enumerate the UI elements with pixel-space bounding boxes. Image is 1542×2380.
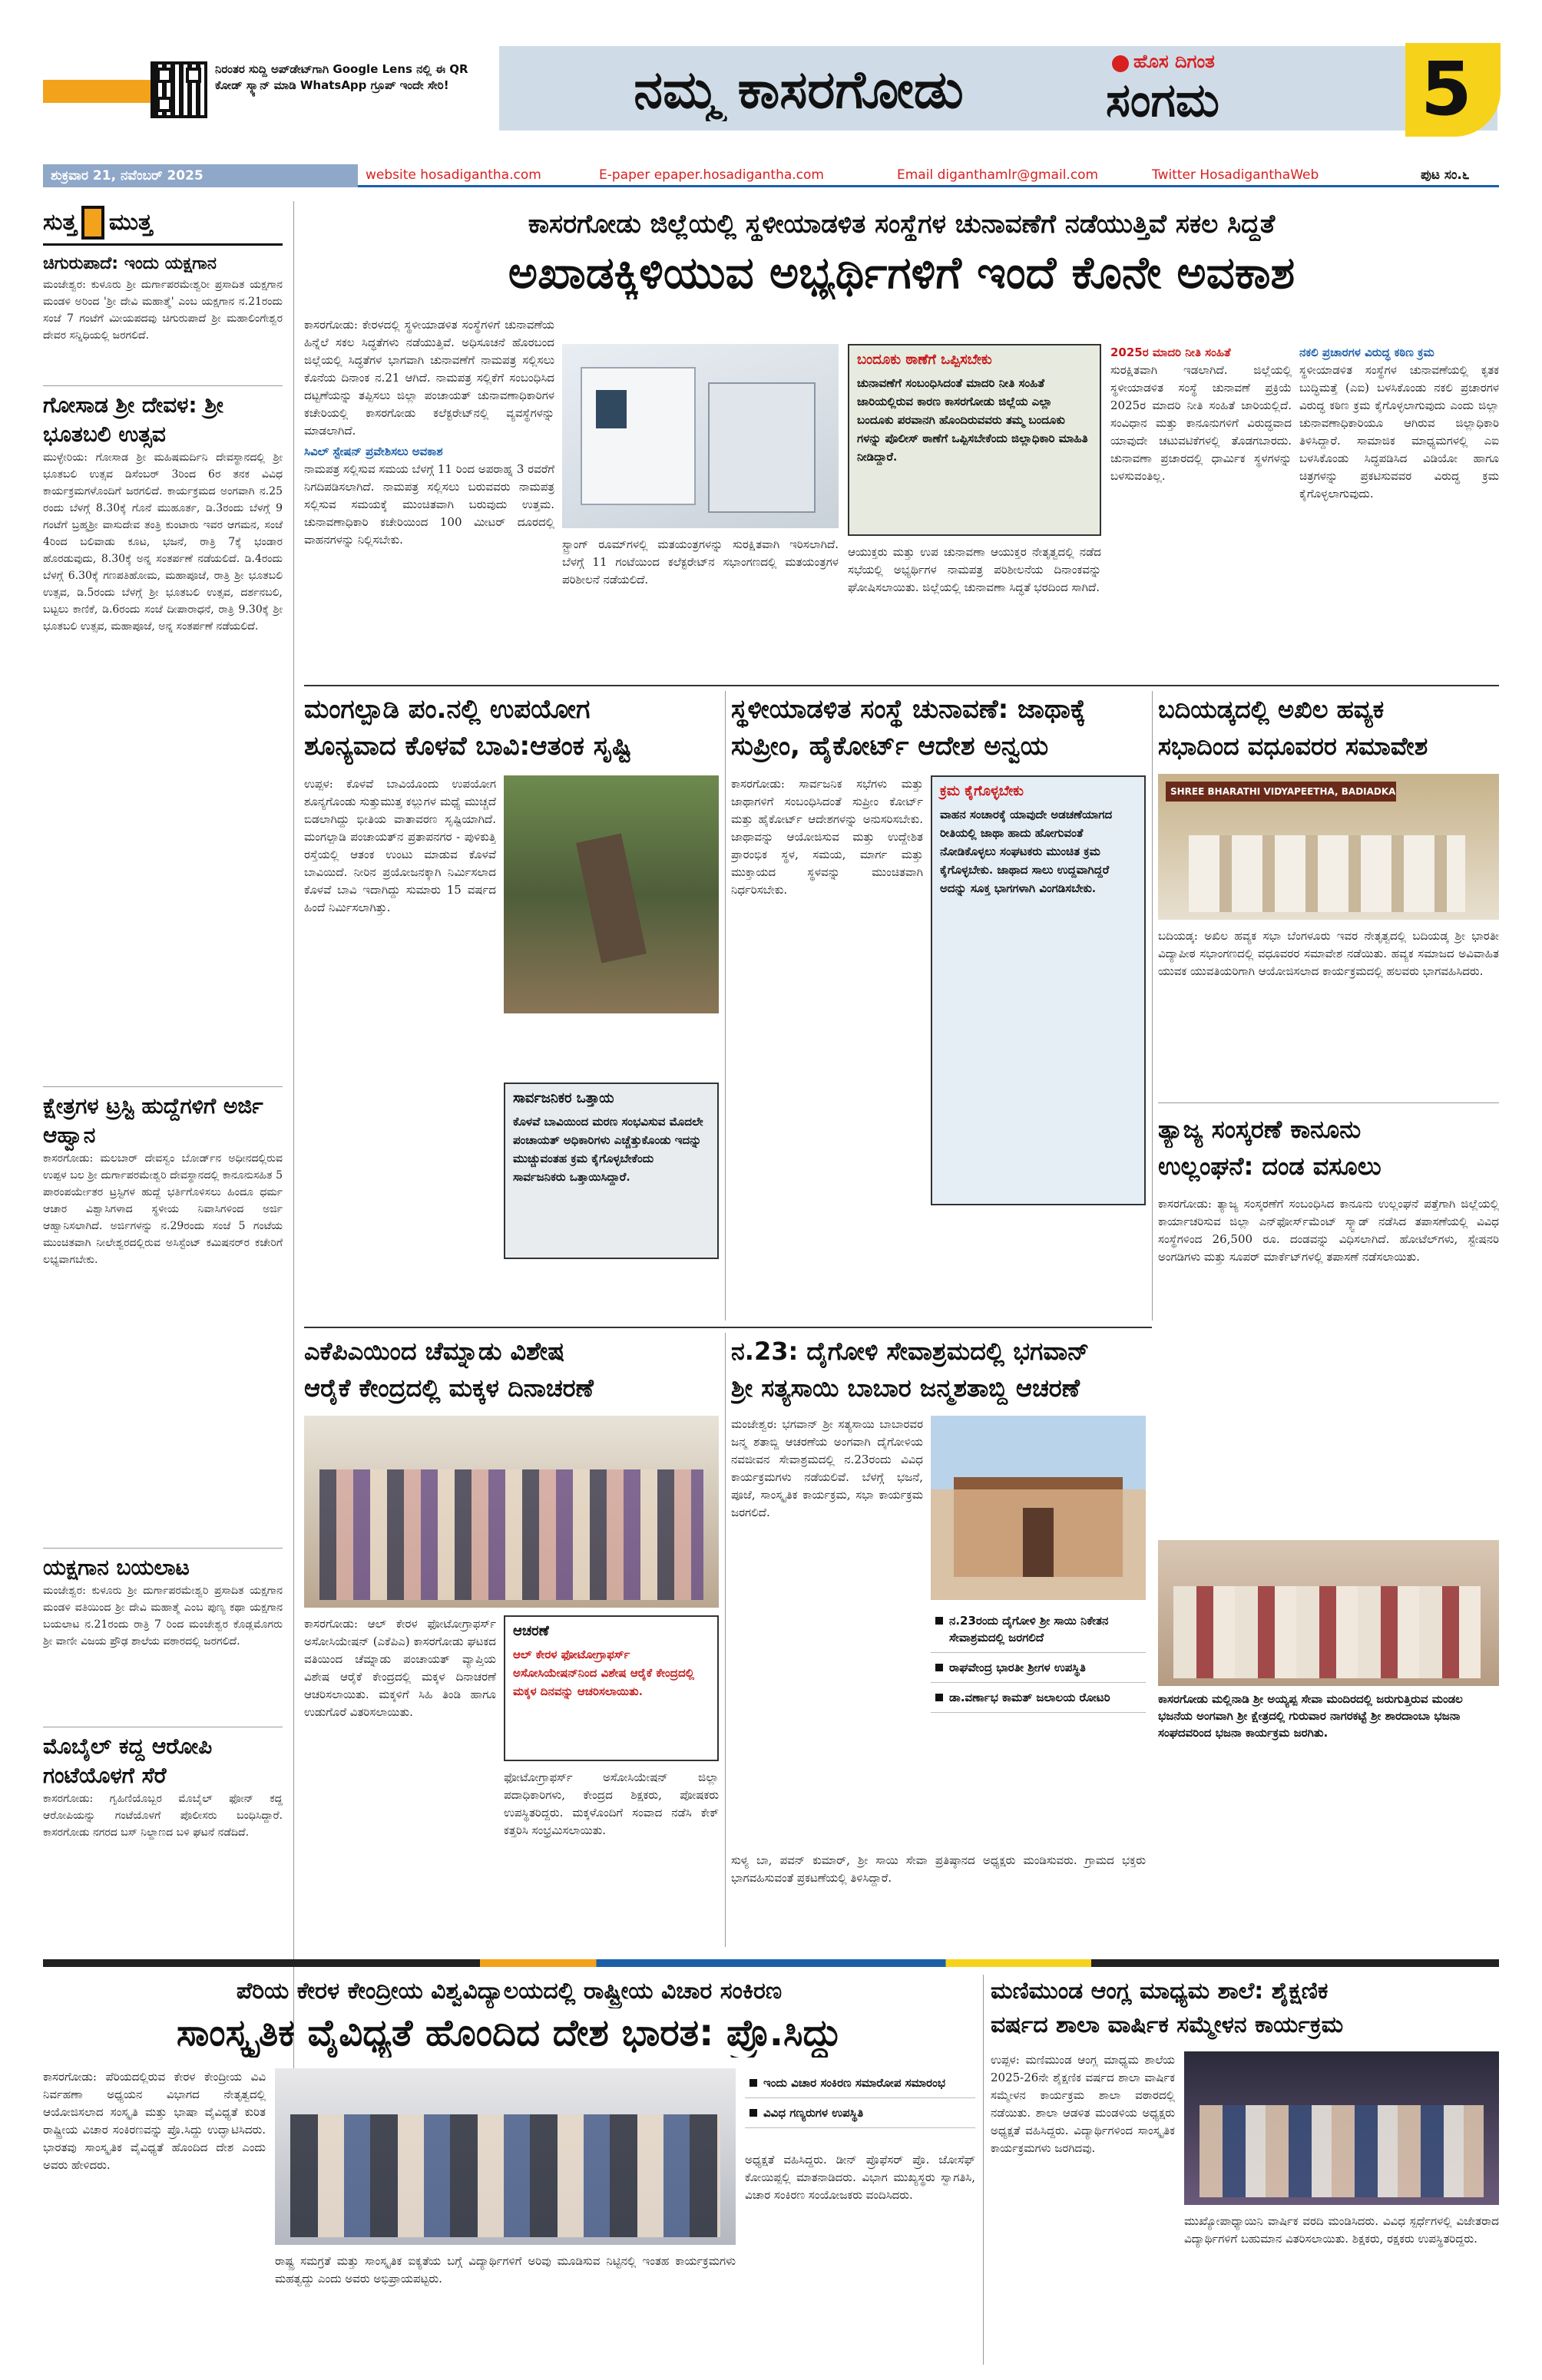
- row-divider-2: [304, 1327, 1152, 1328]
- section-title: ನಮ್ಮ ಕಾಸರಗೋಡು: [634, 60, 964, 121]
- story-procession-headline-2: ಸುಪ್ರೀಂ, ಹೈಕೋರ್ಟ್ ಆದೇಶ ಅನ್ವಯ: [731, 731, 1049, 762]
- story-waste-headline-2: ಉಲ್ಲಂಘನೆ: ದಂಡ ವಸೂಲು: [1158, 1152, 1382, 1181]
- seminar-bullet: ಇಂದು ವಿಚಾರ ಸಂಕಿರಣ ಸಮಾರೋಪ ಸಮಾರಂಭ: [745, 2068, 975, 2098]
- story-sai-baba-text: ಮಂಜೇಶ್ವರ: ಭಗವಾನ್ ಶ್ರೀ ಸತ್ಯಸಾಯಿ ಬಾಬಾರವರ ಜನ್ಮ ಶತಾಬ್ದಿ ಆಚರಣೆಯ ಅಂಗವಾಗಿ ದೈಗೋಳಿಯ ನವಜೀವನ ಸೇವಾಶ್ರಮದಲ್ಲಿ ನ.23ರಂದು ವಿವಿಧ ಕಾರ್ಯಕ್ರಮಗಳು ನಡೆಯಲಿವೆ. ಬೆಳಗ್ಗೆ ಭಜನೆ, ಪೂಜೆ, ಸಾಂಸ್ಕೃತಿಕ ಕಾರ್ಯಕ್ರಮ, ಸಭಾ ಕಾರ್ಯಕ್ರಮ ಜರಗಲಿದೆ.: [731, 1417, 923, 1519]
- story-childrens-day-box-body: ಆಲ್ ಕೇರಳ ಫೋಟೋಗ್ರಾಫರ್ಸ್ ಅಸೋಸಿಯೇಷನ್‌ನಿಂದ ವಿಶೇಷ ಆರೈಕೆ ಕೇಂದ್ರದಲ್ಲಿ ಮಕ್ಕಳ ದಿನವನ್ನು ಆಚರಿಸಲಾಯಿತು.: [513, 1648, 695, 1698]
- qr-caption: ನಿರಂತರ ಸುದ್ದಿ ಅಪ್‌ಡೇಟ್‌ಗಾಗಿ Google Lens ನಲ್ಲಿ ಈ QR ಕೋಡ್ ಸ್ಕ್ಯಾನ್ ಮಾಡಿ WhatsApp ಗ್ರೂಪ್ ಇಂದೇ ಸೇರಿ!: [215, 62, 468, 92]
- twitter-link[interactable]: Twitter HosadiganthaWeb: [1152, 167, 1319, 183]
- sidebar-item: [43, 1086, 283, 1539]
- sai-baba-bullet: ಡಾ.ವರ್ಣಾಭ ಕಾಮತ್ ಜಲಾಲಯ ರೋಟರಿ: [931, 1683, 1146, 1713]
- sai-baba-bullet: ನ.23ರಂದು ದೈಗೋಳಿ ಶ್ರೀ ಸಾಯಿ ನಿಕೇತನ ಸೇವಾಶ್ರಮದಲ್ಲಿ ಜರಗಲಿದೆ: [931, 1606, 1146, 1653]
- top-story-col1-text: ಕಾಸರಗೋಡು: ಕೇರಳದಲ್ಲಿ ಸ್ಥಳೀಯಾಡಳಿತ ಸಂಸ್ಥೆಗಳಿಗೆ ಚುನಾವಣೆಯ ಹಿನ್ನೆಲೆ ಸಕಲ ಸಿದ್ಧತೆಗಳು ನಡೆಯುತ್ತಿವೆ. ಅಧಿಸೂಚನೆ ಹೊರಬಂದ ಜಿಲ್ಲೆಯಲ್ಲಿ ಸಿದ್ಧತೆಗಳ ಭಾಗವಾಗಿ ಚುನಾವಣೆಗೆ ನಾಮಪತ್ರ ಸಲ್ಲಿಸಲು ಕೊನೆಯ ದಿನಾಂಕ ನ.21 ಆಗಿದೆ. ನಾಮಪತ್ರ ಸಲ್ಲಿಕೆಗೆ ಸಂಬಂಧಿಸಿದ ದಟ್ಟಣೆಯನ್ನು ತಪ್ಪಿಸಲು ಜಿಲ್ಲಾ ಪಂಚಾಯತ್ ಚುನಾವಣಾಧಿಕಾರಿಗಳ ಕಚೇರಿಯಲ್ಲಿ ಕಾಸರಗೋಡು ಕಲೆಕ್ಟರೇಟ್‌ನಲ್ಲಿ ವ್ಯವಸ್ಥೆಗಳನ್ನು ಮಾಡಲಾಗಿದೆ.: [304, 318, 554, 438]
- row2-divider-2: [1152, 691, 1153, 1321]
- story-sai-baba: [731, 1333, 1499, 1947]
- story-childrens-day-box-title: ಆಚರಣೆ: [513, 1623, 549, 1639]
- story-school-headline-2: ವರ್ಷದ ಶಾಲಾ ವಾರ್ಷಿಕ ಸಮ್ಮೇಳನ ಕಾರ್ಯಕ್ರಮ: [991, 2011, 1344, 2038]
- bhajan-photo: [1158, 1540, 1499, 1686]
- sai-baba-bullet: ರಾಘವೇಂದ್ರ ಭಾರತೀ ಶ್ರೀಗಳ ಉಪಸ್ಥಿತಿ: [931, 1653, 1146, 1683]
- sidebar-item: [43, 252, 283, 378]
- sidebar-item: [43, 1727, 283, 1944]
- top-story-col3: [1110, 344, 1292, 669]
- story-seminar-text-c: ಅಧ್ಯಕ್ಷತೆ ವಹಿಸಿದ್ದರು. ಡೀನ್ ಪ್ರೊಫೆಸರ್ ಪ್ರೊ. ಜೋಸೆಫ್ ಕೋಯಿಪ್ಪಲ್ಲಿ ಮಾತನಾಡಿದರು. ವಿಭಾಗ ಮುಖ್ಯಸ್ಥರು ಸ್ವಾಗತಿಸಿ, ವಿಚಾರ ಸಂಕಿರಣ ಸಂಯೋಜಕರು ವಂದಿಸಿದರು.: [745, 2153, 975, 2202]
- sidebar-item-title: ಮೊಬೈಲ್ ಕದ್ದ ಆರೋಪಿ ಗಂಟೆಯೊಳಗೆ ಸೆರೆ: [43, 1734, 213, 1788]
- childrens-day-photo: [304, 1416, 719, 1608]
- brand-logo-icon: [1112, 55, 1129, 72]
- story-childrens-day-box: [504, 1615, 719, 1761]
- qr-code-icon[interactable]: [151, 61, 207, 118]
- sidebar-item-text: ಮಂಜೇಶ್ವರ: ಕುಳೂರು ಶ್ರೀ ದುರ್ಗಾಪರಮೇಶ್ವರಿ ಪ್ರಸಾದಿತ ಯಕ್ಷಗಾನ ಮಂಡಳಿ ವತಿಯಿಂದ ಶ್ರೀ ದೇವಿ ಮಹಾತ್ಮೆ ಎಂಬ ಪುಣ್ಯ ಕಥಾ ಯಕ್ಷಗಾನ ಬಯಲಾಟ ನ.21ರಂದು ರಾತ್ರಿ 7 ರಿಂದ ಮಂಜೇಶ್ವರ ಕೊಡ್ಲಮೊಗರು ಶ್ರೀ ವಾಣೀ ವಿಜಯ ಪ್ರೌಢ ಶಾಲೆಯ ವಠಾರದಲ್ಲಿ ಜರಗಲಿದೆ.: [43, 1585, 283, 1648]
- story-procession-box-body: ವಾಹನ ಸಂಚಾರಕ್ಕೆ ಯಾವುದೇ ಅಡಚಣೆಯಾಗದ ರೀತಿಯಲ್ಲಿ ಜಾಥಾ ಹಾದು ಹೋಗುವಂತೆ ನೋಡಿಕೊಳ್ಳಲು ಸಂಘಟಕರು ಮುಂಚಿತ ಕ್ರಮ ಕೈಗೊಳ್ಳಬೇಕು. ಜಾಥಾದ ಸಾಲು ಉದ್ದವಾಗಿದ್ದರೆ ಅದನ್ನು ಸೂಕ್ತ ಭಾಗಗಳಾಗಿ ವಿಂಗಡಿಸಬೇಕು.: [940, 808, 1113, 895]
- website-link[interactable]: website hosadigantha.com: [366, 167, 541, 183]
- borewell-photo: [504, 775, 719, 1013]
- brand-name: ಸಂಗಮ: [1106, 74, 1219, 127]
- story-seminar: [43, 1975, 975, 2365]
- story-seminar-headline: ಸಾಂಸ್ಕೃತಿಕ ವೈವಿಧ್ಯತೆ ಹೊಂದಿದ ದೇಶ ಭಾರತ: ಪ್ರೊ.ಸಿದ್ದು: [176, 2011, 842, 2054]
- sai-baba-bullets: [931, 1606, 1146, 1713]
- story-sai-baba-text-b: ಸುಳ್ಯ ಬಾ, ಪವನ್ ಕುಮಾರ್, ಶ್ರೀ ಸಾಯಿ ಸೇವಾ ಪ್ರತಿಷ್ಠಾನದ ಅಧ್ಯಕ್ಷರು ಮಂಡಿಸುವರು. ಗ್ರಾಮದ ಭಕ್ತರು ಭಾಗವಹಿಸುವಂತೆ ಪ್ರಕಟಣೆಯಲ್ಲಿ ತಿಳಿಸಿದ್ದಾರೆ.: [731, 1853, 1146, 1885]
- story-borewell-box-body: ಕೊಳವೆ ಬಾವಿಯಿಂದ ಮರಣ ಸಂಭವಿಸುವ ಮೊದಲೇ ಪಂಚಾಯತ್ ಅಧಿಕಾರಿಗಳು ಎಚ್ಚೆತ್ತುಕೊಂಡು ಇದನ್ನು ಮುಚ್ಚುವಂತಹ ಕ್ರಮ ಕೈಗೊಳ್ಳಬೇಕೆಂದು ಸಾರ್ವಜನಿಕರು ಒತ್ತಾಯಿಸಿದ್ದಾರೆ.: [513, 1115, 703, 1184]
- top-story-col4-subhead: ನಕಲಿ ಪ್ರಚಾರಗಳ ವಿರುದ್ಧ ಕಠಿಣ ಕ್ರಮ: [1299, 345, 1434, 359]
- ashram-photo: [931, 1416, 1146, 1600]
- sidebar-item: [43, 385, 283, 1077]
- seminar-photo: [275, 2068, 736, 2245]
- sidebar-item-title: ಗೋಸಾಡ ಶ್ರೀ ದೇವಳ: ಶ್ರೀ ಭೂತಬಲಿ ಉತ್ಸವ: [43, 392, 223, 447]
- sidebar-item-text: ಮಂಜೇಶ್ವರ: ಕುಳೂರು ಶ್ರೀ ದುರ್ಗಾಪರಮೇಶ್ವರೀ ಪ್ರಸಾದಿತ ಯಕ್ಷಗಾನ ಮಂಡಳಿ ಅರಿಂದ 'ಶ್ರೀ ದೇವಿ ಮಹಾತ್ಮೆ' ಎಂಬ ಯಕ್ಷಗಾನ ನ.21ರಂದು ಸಂಜೆ 7 ಗಂಟೆಗೆ ಮೀಯಪದವು ಚಿಗುರುಪಾದೆ ಶ್ರೀ ಮಹಾಲಿಂಗೇಶ್ವರ ದೇವರ ಸನ್ನಿಧಿಯಲ್ಲಿ ಜರಗಲಿದೆ.: [43, 279, 283, 342]
- page-number: 5: [1421, 51, 1472, 127]
- story-sai-baba-headline-2: ಶ್ರೀ ಸತ್ಯಸಾಯಿ ಬಾಬಾರ ಜನ್ಮಶತಾಬ್ದಿ ಆಚರಣೆ: [731, 1373, 1080, 1403]
- orange-bar-left: [43, 80, 151, 103]
- story-borewell-headline-1: ಮಂಗಲ್ಪಾಡಿ ಪಂ.ನಲ್ಲಿ ಉಪಯೋಗ: [304, 694, 591, 725]
- story-procession-box-title: ಕ್ರಮ ಕೈಗೊಳ್ಳಬೇಕು: [940, 783, 1024, 799]
- sidebar-logo-right: ಮುತ್ತ: [108, 209, 153, 236]
- page-count: ಪುಟ ಸಂ.೬: [1421, 167, 1470, 183]
- row3-divider-1: [725, 1333, 726, 1947]
- sidebar-item-title: ಕ್ಷೇತ್ರಗಳ ಟ್ರಸ್ಟಿ ಹುದ್ದೆಗಳಿಗೆ ಅರ್ಜಿ ಆಹ್ವಾನ: [43, 1093, 263, 1148]
- story-seminar-text-b: ರಾಷ್ಟ್ರ ಸಮಗ್ರತೆ ಮತ್ತು ಸಾಂಸ್ಕೃತಿಕ ಐಕ್ಯತೆಯ ಬಗ್ಗೆ ವಿದ್ಯಾರ್ಥಿಗಳಿಗೆ ಅರಿವು ಮೂಡಿಸುವ ನಿಟ್ಟಿನಲ್ಲಿ ಇಂತಹ ಕಾರ್ಯಕ್ರಮಗಳು ಮಹತ್ವದ್ದು ಎಂದು ಅವರು ಅಭಿಪ್ರಾಯಪಟ್ಟರು.: [275, 2254, 736, 2286]
- seminar-bullet: ವಿವಿಧ ಗಣ್ಯರುಗಳ ಉಪಸ್ಥಿತಿ: [745, 2098, 975, 2128]
- havyaka-photo: [1158, 774, 1499, 920]
- sidebar-item-title: ಯಕ್ಷಗಾನ ಬಯಲಾಟ: [43, 1555, 190, 1580]
- story-borewell-box: [504, 1083, 719, 1259]
- story-childrens-day: [304, 1333, 719, 1947]
- top-story-col1: [304, 316, 554, 669]
- story-procession-text: ಕಾಸರಗೋಡು: ಸಾರ್ವಜನಿಕ ಸಭೆಗಳು ಮತ್ತು ಜಾಥಾಗಳಿಗೆ ಸಂಬಂಧಿಸಿದಂತೆ ಸುಪ್ರೀಂ ಕೋರ್ಟ್ ಮತ್ತು ಹೈಕೋರ್ಟ್ ಆದೇಶಗಳನ್ನು ಅನುಸರಿಸಬೇಕು. ಜಾಥಾವನ್ನು ಆಯೋಜಿಸುವ ಮತ್ತು ಉದ್ದೇಶಿತ ಪ್ರಾರಂಭಿಕ ಸ್ಥಳ, ಸಮಯ, ಮಾರ್ಗ ಮತ್ತು ಮುಕ್ತಾಯದ ಸ್ಥಳವನ್ನು ಮುಂಚಿತವಾಗಿ ನಿರ್ಧರಿಸಬೇಕು.: [731, 777, 923, 897]
- epaper-link[interactable]: E-paper epaper.hosadigantha.com: [599, 167, 824, 183]
- top-story-col4-text: ಸ್ಥಳೀಯಾಡಳಿತ ಸಂಸ್ಥೆಗಳ ಚುನಾವಣೆಯಲ್ಲಿ ಕೃತಕ ಬುದ್ಧಿಮತ್ತೆ (ಎಐ) ಬಳಸಿಕೊಂಡು ನಕಲಿ ಪ್ರಚಾರಗಳ ವಿರುದ್ಧ ಕಠಿಣ ಕ್ರಮ ಕೈಗೊಳ್ಳಲಾಗುವುದು ಎಂದು ಜಿಲ್ಲಾ ಚುನಾವಣಾಧಿಕಾರಿಯೂ ಆಗಿರುವ ಜಿಲ್ಲಾಧಿಕಾರಿ ತಿಳಿಸಿದ್ದಾರೆ. ಸಾಮಾಜಿಕ ಮಾಧ್ಯಮಗಳಲ್ಲಿ ಎಐ ಬಳಸಿಕೊಂಡು ಸಿದ್ಧಪಡಿಸಿದ ವಿಡಿಯೋ ಹಾಗೂ ಚಿತ್ರಗಳನ್ನು ಪ್ರಕಟಿಸುವವರ ವಿರುದ್ಧ ಕ್ರಮ ಕೈಗೊಳ್ಳಲಾಗುವುದು.: [1299, 363, 1499, 501]
- story-childrens-day-headline-1: ಎಕೆಪಿಎಯಿಂದ ಚೆಮ್ನಾಡು ವಿಶೇಷ: [304, 1337, 564, 1366]
- bottom-divider: [983, 1975, 984, 2365]
- top-story-box: [848, 344, 1101, 536]
- story-havyaka-text: ಬದಿಯಡ್ಕ: ಅಖಿಲ ಹವ್ಯಕ ಸಭಾ ಬೆಂಗಳೂರು ಇವರ ನೇತೃತ್ವದಲ್ಲಿ ಬದಿಯಡ್ಕ ಶ್ರೀ ಭಾರತೀ ವಿದ್ಯಾಪೀಠ ಸಭಾಂಗಣದಲ್ಲಿ ವಧೂವರರ ಸಮಾವೇಶ ನಡೆಯಿತು. ಹವ್ಯಕ ಸಮಾಜದ ಅವಿವಾಹಿತ ಯುವಕ ಯುವತಿಯರಿಗಾಗಿ ಆಯೋಜಿಸಲಾದ ಕಾರ್ಯಕ್ರಮದಲ್ಲಿ ಹಲವರು ಭಾಗವಹಿಸಿದರು.: [1158, 929, 1499, 978]
- story-sai-baba-headline-1: ನ.23: ದೈಗೋಳಿ ಸೇವಾಶ್ರಮದಲ್ಲಿ ಭಗವಾನ್: [731, 1337, 1090, 1366]
- story-havyaka: [1158, 691, 1499, 1098]
- story-havyaka-headline-2: ಸಭಾದಿಂದ ವಧೂವರರ ಸಮಾವೇಶ: [1158, 732, 1428, 761]
- sidebar-item-title: ಚಿಗುರುಪಾದೆ: ಇಂದು ಯಕ್ಷಗಾನ: [43, 254, 217, 273]
- bottom-color-bar: [43, 1959, 1499, 1967]
- top-story-col3-text: ಸುರಕ್ಷಿತವಾಗಿ ಇಡಲಾಗಿದೆ. ಜಿಲ್ಲೆಯಲ್ಲಿ ಸ್ಥಳೀಯಾಡಳಿತ ಸಂಸ್ಥೆ ಚುನಾವಣೆ ಪ್ರಕ್ರಿಯೆ 2025ರ ಮಾದರಿ ನೀತಿ ಸಂಹಿತೆ ಜಾರಿಯಲ್ಲಿದೆ. ಸಂವಿಧಾನ ಮತ್ತು ಕಾನೂನುಗಳಿಗೆ ವಿರುದ್ಧವಾದ ಯಾವುದೇ ಚಟುವಟಿಕೆಗಳಲ್ಲಿ ತೊಡಗಬಾರದು. ಚುನಾವಣಾ ಪ್ರಚಾರದಲ್ಲಿ ಧಾರ್ಮಿಕ ಸ್ಥಳಗಳನ್ನು ಬಳಸುವಂತಿಲ್ಲ.: [1110, 363, 1292, 483]
- story-havyaka-headline-1: ಬದಿಯಡ್ಕದಲ್ಲಿ ಅಖಿಲ ಹವ್ಯಕ: [1158, 695, 1385, 724]
- story-school: [991, 1975, 1499, 2365]
- school-photo: [1184, 2051, 1499, 2205]
- top-story-col2b-text: ಆಯುಕ್ತರು ಮತ್ತು ಉಪ ಚುನಾವಣಾ ಆಯುಕ್ತರ ನೇತೃತ್ವದಲ್ಲಿ ನಡೆದ ಸಭೆಯಲ್ಲಿ ಅಭ್ಯರ್ಥಿಗಳ ನಾಮಪತ್ರ ಪರಿಶೀಲನೆಯ ದಿನಾಂಕವನ್ನು ಘೋಷಿಸಲಾಯಿತು. ಜಿಲ್ಲೆಯಲ್ಲಿ ಚುನಾವಣಾ ಸಿದ್ಧತೆ ಭರದಿಂದ ಸಾಗಿದೆ.: [848, 545, 1101, 594]
- top-story-col2-text: ಸ್ಟ್ರಾಂಗ್ ರೂಮ್‌ಗಳಲ್ಲಿ ಮತಯಂತ್ರಗಳನ್ನು ಸುರಕ್ಷಿತವಾಗಿ ಇರಿಸಲಾಗಿದೆ. ಬೆಳಗ್ಗೆ 11 ಗಂಟೆಯಿಂದ ಕಲೆಕ್ಟರೇಟ್‌ನ ಸಭಾಂಗಣದಲ್ಲಿ ಮತಯಂತ್ರಗಳ ಪರಿಶೀಲನೆ ನಡೆಯಲಿದೆ.: [562, 537, 839, 587]
- door-icon: [81, 206, 104, 240]
- story-procession-box: [931, 775, 1146, 1205]
- story-childrens-day-text-b: ಫೋಟೋಗ್ರಾಫರ್ಸ್ ಅಸೋಸಿಯೇಷನ್ ಜಿಲ್ಲಾ ಪದಾಧಿಕಾರಿಗಳು, ಕೇಂದ್ರದ ಶಿಕ್ಷಕರು, ಪೋಷಕರು ಉಪಸ್ಥಿತರಿದ್ದರು. ಮಕ್ಕಳೊಂದಿಗೆ ಸಂವಾದ ನಡೆಸಿ ಕೇಕ್ ಕತ್ತರಿಸಿ ಸಂಭ್ರಮಿಸಲಾಯಿತು.: [504, 1770, 719, 1837]
- story-borewell-box-title: ಸಾರ್ವಜನಿಕರ ಒತ್ತಾಯ: [513, 1090, 614, 1106]
- top-story-col1-text-b: ನಾಮಪತ್ರ ಸಲ್ಲಿಸುವ ಸಮಯ ಬೆಳಗ್ಗೆ 11 ರಿಂದ ಅಪರಾಹ್ನ 3 ರವರೆಗೆ ನಿಗದಿಪಡಿಸಲಾಗಿದೆ. ನಾಮಪತ್ರ ಸಲ್ಲಿಸಲು ಬರುವವರು ನಾಮಪತ್ರ ಸಲ್ಲಿಸುವ ಸಮಯಕ್ಕೆ ಮುಂಚಿತವಾಗಿ ಬರುವುದು ಉತ್ತಮ. ಚುನಾವಣಾಧಿಕಾರಿ ಕಚೇರಿಯಿಂದ 100 ಮೀಟರ್ ದೂರದಲ್ಲಿ ವಾಹನಗಳನ್ನು ನಿಲ್ಲಿಸಬೇಕು.: [304, 462, 554, 547]
- story-seminar-text: ಕಾಸರಗೋಡು: ಪೆರಿಯದಲ್ಲಿರುವ ಕೇರಳ ಕೇಂದ್ರೀಯ ವಿವಿ ನಿರ್ವಹಣಾ ಅಧ್ಯಯನ ವಿಭಾಗದ ನೇತೃತ್ವದಲ್ಲಿ ಆಯೋಜಿಸಲಾದ ಸಂಸ್ಕೃತಿ ಮತ್ತು ಭಾಷಾ ವೈವಿಧ್ಯತೆ ಕುರಿತ ರಾಷ್ಟ್ರೀಯ ವಿಚಾರ ಸಂಕಿರಣವನ್ನು ಪ್ರೊ.ಸಿದ್ದು ಉದ್ಘಾಟಿಸಿದರು. ಭಾರತವು ಸಾಂಸ್ಕೃತಿಕ ವೈವಿಧ್ಯತೆ ಹೊಂದಿದ ದೇಶ ಎಂದು ಅವರು ಹೇಳಿದರು.: [43, 2070, 266, 2172]
- bhajan-caption: ಕಾಸರಗೋಡು ಮಲ್ಲಿನಾಡಿ ಶ್ರೀ ಅಯ್ಯಪ್ಪ ಸೇವಾ ಮಂದಿರದಲ್ಲಿ ಜರುಗುತ್ತಿರುವ ಮಂಡಲ ಭಜನೆಯ ಅಂಗವಾಗಿ ಶ್ರೀ ಕ್ಷೇತ್ರದಲ್ಲಿ ಗುರುವಾರ ನಾಗರಕಟ್ಟೆ ಶ್ರೀ ಶಾರದಾಂಬಾ ಭಜನಾ ಸಂಘದವರಿಂದ ಭಜನಾ ಕಾರ್ಯಕ್ರಮ ಜರಗಿತು.: [1158, 1692, 1463, 1740]
- story-borewell-headline-2: ಶೂನ್ಯವಾದ ಕೊಳವೆ ಬಾವಿ:ಆತಂಕ ಸೃಷ್ಟಿ: [304, 731, 632, 762]
- story-procession-headline-1: ಸ್ಥಳೀಯಾಡಳಿತ ಸಂಸ್ಥೆ ಚುನಾವಣೆ: ಜಾಥಾಕ್ಕೆ: [731, 694, 1086, 725]
- story-borewell-text-a: ಉಪ್ಪಳ: ಕೊಳವೆ ಬಾವಿಯೊಂದು ಉಪಯೋಗ ಶೂನ್ಯಗೊಂಡು ಸುತ್ತುಮುತ್ತ ಕಲ್ಲುಗಳ ಮಧ್ಯೆ ಮುಚ್ಚದೆ ಬಿಡಲಾಗಿದ್ದು ಭೀತಿಯ ವಾತಾವರಣ ಸೃಷ್ಟಿಯಾಗಿದೆ. ಮಂಗಲ್ಪಾಡಿ ಪಂಚಾಯತ್‌ನ ಪ್ರತಾಪನಗರ - ಪುಳಿಕುತ್ತಿ ರಸ್ತೆಯಲ್ಲಿ ಆತಂಕ ಉಂಟು ಮಾಡುವ ಕೊಳವೆ ಬಾವಿಯಿದೆ. ನೀರಿನ ಪ್ರಯೋಜನಕ್ಕಾಗಿ ನಿರ್ಮಿಸಲಾದ ಕೊಳವೆ ಬಾವಿ ಇದಾಗಿದ್ದು ಸುಮಾರು 15 ವರ್ಷದ ಹಿಂದೆ ನಿರ್ಮಿಸಲಾಗಿತ್ತು.: [304, 777, 496, 914]
- top-story-kicker: ಕಾಸರಗೋಡು ಜಿಲ್ಲೆಯಲ್ಲಿ ಸ್ಥಳೀಯಾಡಳಿತ ಸಂಸ್ಥೆಗಳ ಚುನಾವಣೆಗೆ ನಡೆಯುತ್ತಿವೆ ಸಕಲ ಸಿದ್ಧತೆ: [528, 209, 1276, 240]
- top-story-box-title: ಬಂದೂಕು ಠಾಣೆಗೆ ಒಪ್ಪಿಸಬೇಕು: [857, 352, 992, 368]
- top-story-col4: [1299, 344, 1499, 669]
- story-borewell: [304, 691, 719, 1321]
- sidebar-item-text: ಮುಳ್ಳೇರಿಯ: ಗೋಸಾಡ ಶ್ರೀ ಮಹಿಷಮರ್ದಿನಿ ದೇವಸ್ಥಾನದಲ್ಲಿ ಶ್ರೀ ಭೂತಬಲಿ ಉತ್ಸವ ಡಿಸೆಂಬರ್ 3ರಿಂದ 6ರ ತನಕ ವಿವಿಧ ಕಾರ್ಯಕ್ರಮಗಳೊಂದಿಗೆ ಜರಗಲಿದೆ. ಕಾರ್ಯಕ್ರಮದ ಅಂಗವಾಗಿ ನ.25 ರಂದು ಬೆಳಗ್ಗೆ 8.30ಕ್ಕೆ ಗೊನೆ ಮುಹೂರ್ತ, ಡಿ.3ರಂದು ಬೆಳಗ್ಗೆ 9 ಗಂಟೆಗೆ ಬ್ರಹ್ಮಶ್ರೀ ವಾಸುದೇವ ತಂತ್ರಿ ಕುಂಟಾರು ಇವರ ಆಗಮನ, ಸಂಜೆ 4ರಿಂದ ಬಲಿವಾಡು ಕೂಟ, ಭಜನೆ, ರಾತ್ರಿ 7ಕ್ಕೆ ಭಂಡಾರ ಹೊರಡುವುದು, 8.30ಕ್ಕೆ ಅನ್ನ ಸಂತರ್ಪಣೆ ನಡೆಯಲಿದೆ. ಡಿ.4ರಂದು ಬೆಳಗ್ಗೆ 6.30ಕ್ಕೆ ಗಣಪತಿಹೋಮ, ಮಹಾಪೂಜೆ, ರಾತ್ರಿ ಶ್ರೀ ಭೂತಬಲಿ ಉತ್ಸವ, ಡಿ.5ರಂದು ಬೆಳಗ್ಗೆ ಶ್ರೀ ಭೂತಬಲಿ ಉತ್ಸವ, ದರ್ಶನಬಲಿ, ಬಟ್ಟಲು ಕಾಣಿಕೆ, ಡಿ.6ರಂದು ಸಂಜೆ ದೀಪಾರಾಧನೆ, ರಾತ್ರಿ 9.30ಕ್ಕೆ ಶ್ರೀ ಭೂತಬಲಿ ಉತ್ಸವ, ಮಹಾಪೂಜೆ, ಅನ್ನ ಸಂತರ್ಪಣೆ ನಡೆಯಲಿದೆ.: [43, 451, 283, 633]
- story-childrens-day-text: ಕಾಸರಗೋಡು: ಆಲ್ ಕೇರಳ ಫೋಟೋಗ್ರಾಫರ್ಸ್ ಅಸೋಸಿಯೇಷನ್ (ಎಕೆಪಿಎ) ಕಾಸರಗೋಡು ಘಟಕದ ವತಿಯಿಂದ ಚೆಮ್ನಾಡು ಪಂಚಾಯತ್ ವ್ಯಾಪ್ತಿಯ ವಿಶೇಷ ಆರೈಕೆ ಕೇಂದ್ರದಲ್ಲಿ ಮಕ್ಕಳ ದಿನಾಚರಣೆ ಆಚರಿಸಲಾಯಿತು. ಮಕ್ಕಳಿಗೆ ಸಿಹಿ ತಿಂಡಿ ಹಾಗೂ ಉಡುಗೊರೆ ವಿತರಿಸಲಾಯಿತು.: [304, 1617, 496, 1719]
- story-waste-text: ಕಾಸರಗೋಡು: ತ್ಯಾಜ್ಯ ಸಂಸ್ಕರಣೆಗೆ ಸಂಬಂಧಿಸಿದ ಕಾನೂನು ಉಲ್ಲಂಘನೆ ಪತ್ತೆಗಾಗಿ ಜಿಲ್ಲೆಯಲ್ಲಿ ಕಾರ್ಯಾಚರಿಸುವ ಜಿಲ್ಲಾ ಎನ್‌ಫೋರ್ಸ್‌ಮೆಂಟ್ ಸ್ಕ್ವಾಡ್ ನಡೆಸಿದ ತಪಾಸಣೆಯಲ್ಲಿ ವಿವಿಧ ಸಂಸ್ಥೆಗಳಿಂದ 26,500 ರೂ. ದಂಡವನ್ನು ವಿಧಿಸಲಾಗಿದೆ. ಹೋಟೆಲ್‌ಗಳು, ಸ್ಟೇಷನರಿ ಅಂಗಡಿಗಳು ಮತ್ತು ಸೂಪರ್ ಮಾರ್ಕೆಟ್‌ಗಳಲ್ಲಿ ತಪಾಸಣೆ ನಡೆಸಲಾಯಿತು.: [1158, 1197, 1499, 1264]
- story-school-headline-1: ಮಣಿಮುಂಡ ಆಂಗ್ಲ ಮಾಧ್ಯಮ ಶಾಲೆ: ಶೈಕ್ಷಣಿಕ: [991, 1978, 1329, 2005]
- sidebar-item-text: ಕಾಸರಗೋಡು: ಮಲಬಾರ್ ದೇವಸ್ವಂ ಬೋರ್ಡ್‌ನ ಅಧೀನದಲ್ಲಿರುವ ಉಪ್ಪಳ ಬಲ ಶ್ರೀ ದುರ್ಗಾಪರಮೇಶ್ವರಿ ದೇವಸ್ಥಾನದಲ್ಲಿ ಕಾನೂನುಸಹಿತ 5 ಪಾರಂಪರ್ಯೇತರ ಟ್ರಸ್ಟಿಗಳ ಹುದ್ದೆ ಭರ್ತಿಗೊಳಿಸಲು ಹಿಂದೂ ಧರ್ಮ ಆಚಾರ ವಿಶ್ವಾಸಿಗಳಾದ ಸ್ಥಳೀಯ ನಿವಾಸಿಗಳಿಂದ ಅರ್ಜಿ ಆಹ್ವಾನಿಸಲಾಗಿದೆ. ಅರ್ಜಿಗಳನ್ನು ನ.29ರಂದು ಸಂಜೆ 5 ಗಂಟೆಯ ಮುಂಚಿತವಾಗಿ ನೀಲೇಶ್ವರದಲ್ಲಿರುವ ಅಸಿಸ್ಟೆಂಟ್ ಕಮಿಷನರ್‌ರ ಕಚೇರಿಗೆ ಲಭ್ಯವಾಗಬೇಕು.: [43, 1152, 283, 1266]
- masthead: [0, 0, 1542, 183]
- sidebar-divider: [293, 201, 294, 2074]
- sidebar-logo-left: ಸುತ್ತ: [43, 209, 77, 236]
- sidebar: [43, 201, 283, 2074]
- top-story-col3-subhead: 2025ರ ಮಾದರಿ ನೀತಿ ಸಂಹಿತೆ: [1110, 345, 1231, 359]
- row-divider-1: [304, 685, 1499, 686]
- voting-machine-photo: [562, 344, 839, 528]
- sidebar-item-text: ಕಾಸರಗೋಡು: ಗೃಹಿಣಿಯೊಬ್ಬರ ಮೊಬೈಲ್ ಫೋನ್ ಕದ್ದ ಆರೋಪಿಯನ್ನು ಗಂಟೆಯೊಳಗೆ ಪೊಲೀಸರು ಬಂಧಿಸಿದ್ದಾರೆ. ಕಾಸರಗೋಡು ನಗರದ ಬಸ್ ನಿಲ್ದಾಣದ ಬಳಿ ಘಟನೆ ನಡೆದಿದೆ.: [43, 1793, 283, 1839]
- top-story-box-body: ಚುನಾವಣೆಗೆ ಸಂಬಂಧಿಸಿದಂತೆ ಮಾದರಿ ನೀತಿ ಸಂಹಿತೆ ಜಾರಿಯಲ್ಲಿರುವ ಕಾರಣ ಕಾಸರಗೋಡು ಜಿಲ್ಲೆಯ ಎಲ್ಲಾ ಬಂದೂಕು ಪರವಾನಗಿ ಹೊಂದಿರುವವರು ತಮ್ಮ ಬಂದೂಕು ಗಳನ್ನು ಪೊಲೀಸ್ ಠಾಣೆಗೆ ಒಪ್ಪಿಸಬೇಕೆಂದು ಜಿಲ್ಲಾಧಿಕಾರಿ ಮಾಹಿತಿ ನೀಡಿದ್ದಾರೆ.: [857, 376, 1088, 464]
- date-badge: ಶುಕ್ರವಾರ 21, ನವೆಂಬರ್ 2025: [43, 164, 358, 187]
- story-school-text: ಉಪ್ಪಳ: ಮಣಿಮುಂಡ ಆಂಗ್ಲ ಮಾಧ್ಯಮ ಶಾಲೆಯ 2025-26ನೇ ಶೈಕ್ಷಣಿಕ ವರ್ಷದ ಶಾಲಾ ವಾರ್ಷಿಕ ಸಮ್ಮೇಳನ ಕಾರ್ಯಕ್ರಮ ಶಾಲಾ ವಠಾರದಲ್ಲಿ ನಡೆಯಿತು. ಶಾಲಾ ಆಡಳಿತ ಮಂಡಳಿಯ ಅಧ್ಯಕ್ಷರು ಅಧ್ಯಕ್ಷತೆ ವಹಿಸಿದ್ದರು. ವಿದ್ಯಾರ್ಥಿಗಳಿಂದ ಸಾಂಸ್ಕೃತಿಕ ಕಾರ್ಯಕ್ರಮಗಳು ಜರಗಿದವು.: [991, 2053, 1175, 2155]
- story-waste-headline-1: ತ್ಯಾಜ್ಯ ಸಂಸ್ಕರಣೆ ಕಾನೂನು: [1158, 1115, 1362, 1144]
- row2-divider-1: [725, 691, 726, 1321]
- havyaka-banner: SHREE BHARATHI VIDYAPEETHA, BADIADKA: [1166, 782, 1396, 802]
- seminar-bullets: [745, 2068, 975, 2128]
- sidebar-item: [43, 1548, 283, 1717]
- top-story-headline: ಅಖಾಡಕ್ಕಿಳಿಯುವ ಅಭ್ಯರ್ಥಿಗಳಿಗೆ ಇಂದೆ ಕೊನೇ ಅವಕಾಶ: [508, 246, 1295, 299]
- top-story-col1-subhead: ಸಿವಿಲ್ ಸ್ಟೇಷನ್ ಪ್ರವೇಶಿಸಲು ಅವಕಾಶ: [304, 445, 443, 458]
- brand-small: ಹೊಸ ದಿಗಂತ: [1133, 51, 1215, 72]
- story-procession: [731, 691, 1146, 1321]
- story-school-text-b: ಮುಖ್ಯೋಪಾಧ್ಯಾಯಿನಿ ವಾರ್ಷಿಕ ವರದಿ ಮಂಡಿಸಿದರು. ವಿವಿಧ ಸ್ಪರ್ಧೆಗಳಲ್ಲಿ ವಿಜೇತರಾದ ವಿದ್ಯಾರ್ಥಿಗಳಿಗೆ ಬಹುಮಾನ ವಿತರಿಸಲಾಯಿತು. ಶಿಕ್ಷಕರು, ರಕ್ಷಕರು ಉಪಸ್ಥಿತರಿದ್ದರು.: [1184, 2214, 1499, 2246]
- story-seminar-kicker: ಪೆರಿಯ ಕೇರಳ ಕೇಂದ್ರೀಯ ವಿಶ್ವವಿದ್ಯಾಲಯದಲ್ಲಿ ರಾಷ್ಟ್ರೀಯ ವಿಚಾರ ಸಂಕಿರಣ: [236, 1978, 783, 2005]
- story-childrens-day-headline-2: ಆರೈಕೆ ಕೇಂದ್ರದಲ್ಲಿ ಮಕ್ಕಳ ದಿನಾಚರಣೆ: [304, 1373, 594, 1403]
- email-link[interactable]: Email diganthamlr@gmail.com: [897, 167, 1099, 183]
- top-story: [304, 201, 1499, 677]
- sidebar-logo: [43, 201, 283, 246]
